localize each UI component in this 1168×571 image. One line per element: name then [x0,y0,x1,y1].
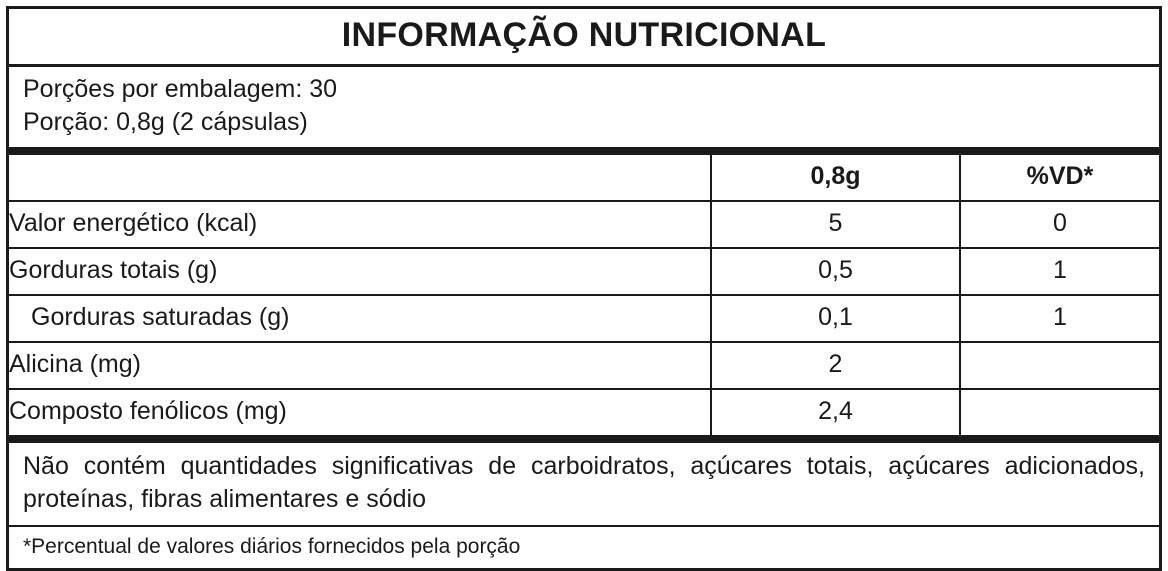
nutrient-amount: 0,5 [711,248,960,295]
serving-info [9,67,1159,155]
non-significant-note [9,435,1159,527]
nutrient-name: Gorduras totais (g) [9,248,711,295]
nutrient-dv: 0 [960,201,1159,248]
label-title: INFORMAÇÃO NUTRICIONAL [9,9,1159,67]
nutrient-dv: 1 [960,248,1159,295]
nutrient-amount: 0,1 [711,295,960,342]
nutrient-dv: 1 [960,295,1159,342]
daily-value-footnote: *Percentual de valores diários fornecidos pela porção [23,534,521,558]
column-header-dv: %VD* [960,155,1159,201]
table-row [9,342,1159,389]
nutrient-amount: 2 [711,342,960,389]
table-row [9,201,1159,248]
serving-size: Porção: 0,8g (2 cápsulas) [23,108,308,137]
column-header-nutrient [9,155,711,201]
nutrient-name: Valor energético (kcal) [9,201,711,248]
table-header-row [9,155,1159,201]
nutrient-name: Alicina (mg) [9,342,711,389]
column-header-amount: 0,8g [711,155,960,201]
nutrient-name: Gorduras saturadas (g) [9,295,711,342]
table-row [9,389,1159,435]
table-row [9,248,1159,295]
nutrient-amount: 5 [711,201,960,248]
non-significant-note-text: Não contém quantidades significativas de carboidratos, açúcares totais, açúcares adicionados, proteínas, fibras alimentares e sódio [23,451,1145,513]
nutrient-amount: 2,4 [711,389,960,435]
table-row [9,295,1159,342]
nutrient-dv [960,342,1159,389]
nutrition-facts-label [6,6,1162,571]
servings-per-package: Porções por embalagem: 30 [23,75,338,103]
nutrient-name: Composto fenólicos (mg) [9,389,711,435]
nutrients-table [9,155,1159,435]
nutrient-dv [960,389,1159,435]
